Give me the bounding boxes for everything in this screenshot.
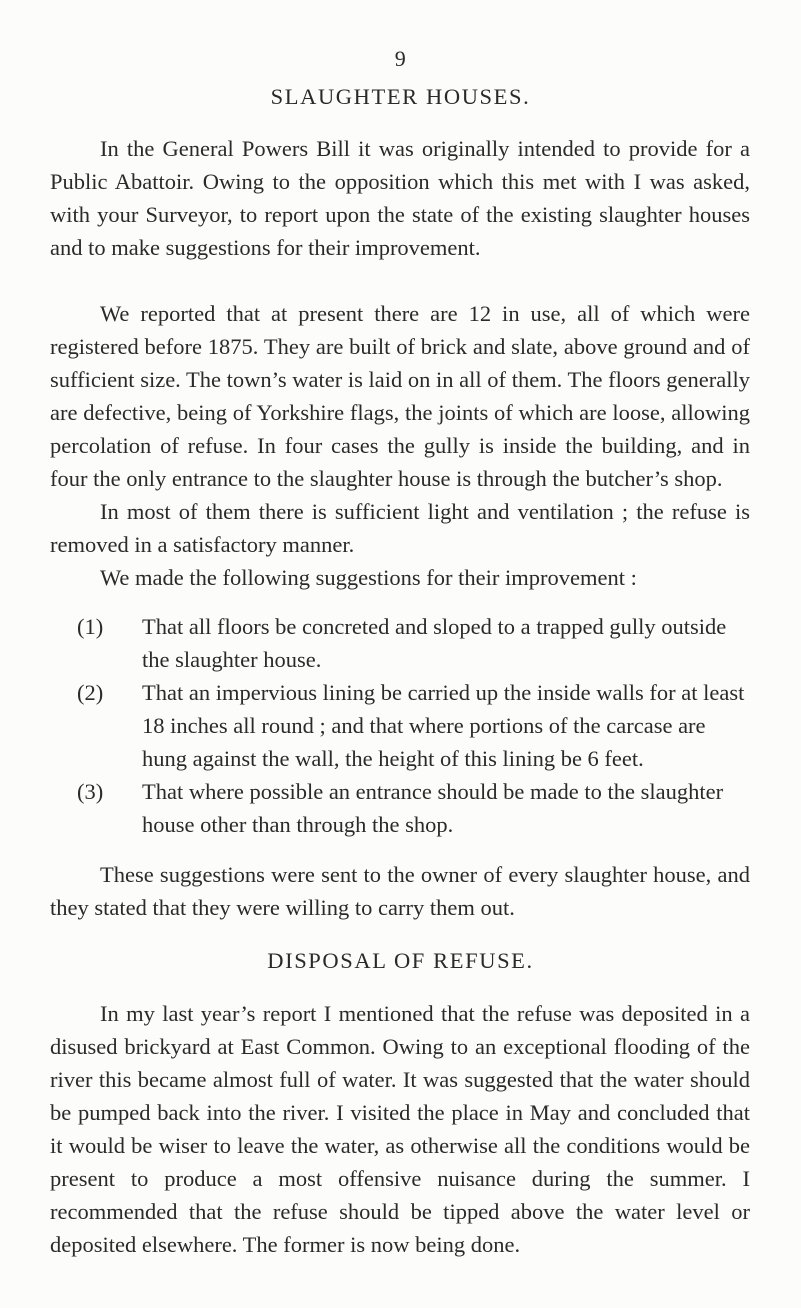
page-number: 9 xyxy=(394,46,407,71)
list-item-text: That all floors be concreted and sloped to a trapped gully outside the slaughter house. xyxy=(142,614,727,672)
list-item-text: That an impervious lining be carried up the inside walls for at least 18 inches all round ; and that where portions of the carcase are hung against the wall, the height of this lining be 6 feet. xyxy=(142,680,745,771)
paragraph: In most of them there is sufficient light and ventilation ; the refuse is removed in a satisfactory manner. xyxy=(50,499,750,557)
paragraph: In the General Powers Bill it was originally intended to provide for a Public Abattoir. Owing to the opposition which this met with I was asked, with your Surveyor, to report upon the state of the existing slaughter houses and to make suggestions for their improvement. xyxy=(50,136,750,260)
paragraph: We reported that at present there are 12 in use, all of which were registered before 1875. They are built of brick and slate, above ground and of sufficient size. The town’s water is laid on in all of them. The floors generally are defective, being of Yorkshire flags, the joints of which are loose, allowing percolation of refuse. In four cases the gully is inside the building, and in four the only entrance to the slaughter house is through the butcher’s shop. xyxy=(50,301,750,491)
paragraph: These suggestions were sent to the owner of every slaughter house, and they stated that they were willing to carry them out. xyxy=(50,862,750,920)
paragraph: We made the following suggestions for their improvement : xyxy=(100,565,637,590)
list-item-number: (3) xyxy=(77,779,104,804)
paragraph: In my last year’s report I mentioned that the refuse was deposited in a disused brickyard at East Common. Owing to an exceptional flooding of the river this became almost full of water. It was suggested that the water should be pumped back into the river. I visited the place in May and concluded that it would be wiser to leave the water, as otherwise all the conditions would be present to produce a most offensive nuisance during the summer. I recommended that the refuse should be tipped above the water level or deposited elsewhere. The former is now being done. xyxy=(50,1001,750,1257)
section-heading-slaughter-houses: SLAUGHTER HOUSES. xyxy=(270,84,531,109)
list-item-number: (2) xyxy=(77,680,104,705)
list-item-text: That where possible an entrance should be made to the slaughter house other than through the shop. xyxy=(142,779,724,837)
section-heading-disposal-of-refuse: DISPOSAL OF REFUSE. xyxy=(267,948,534,973)
list-item-number: (1) xyxy=(77,614,104,639)
